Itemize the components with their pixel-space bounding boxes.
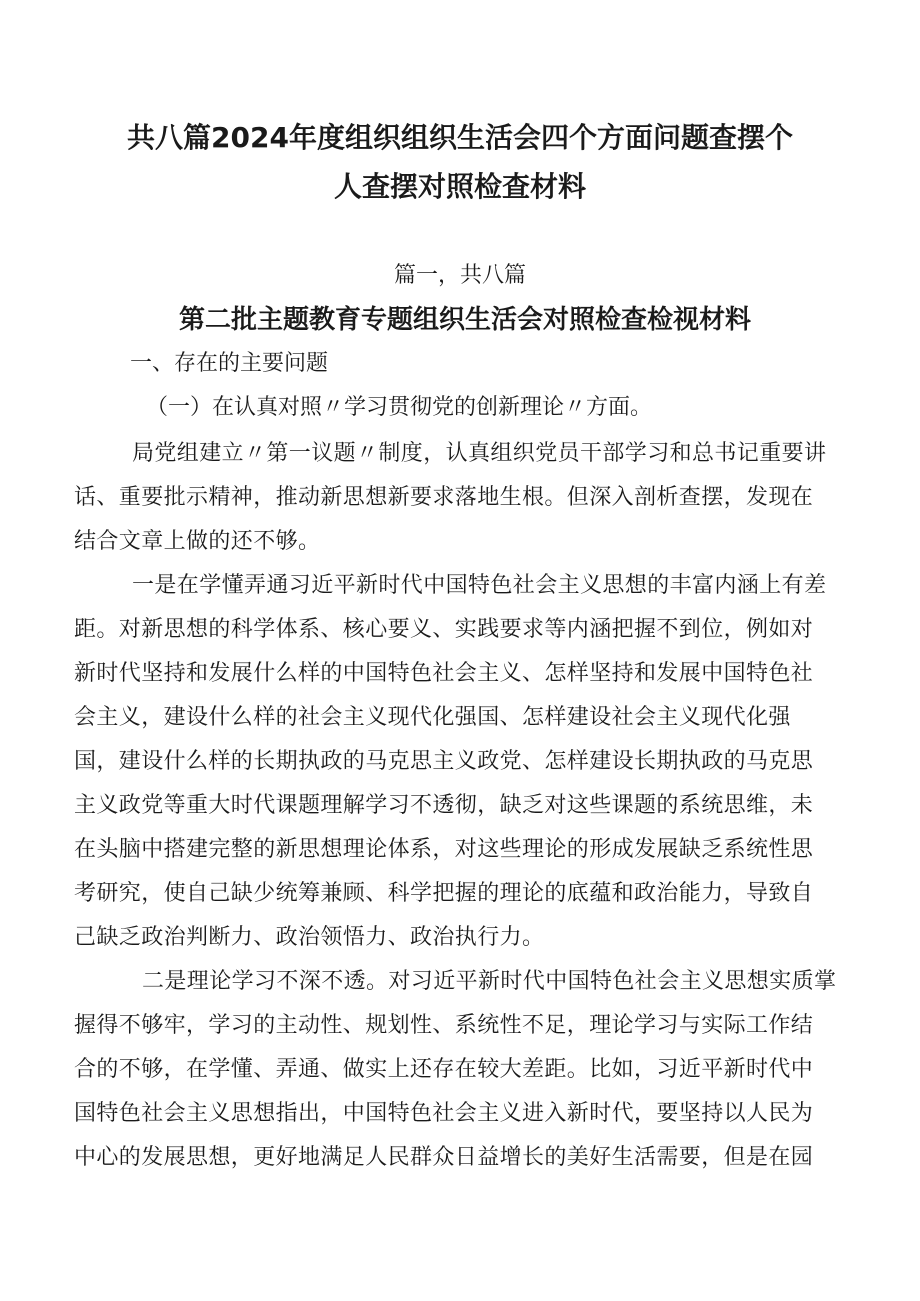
- paragraph-line: 会主义，建设什么样的社会主义现代化强国、怎样建设社会主义现代化强: [74, 705, 791, 730]
- paragraph-line: 在头脑中搭建完整的新思想理论体系，对这些理论的形成发展缺乏系统性思: [74, 837, 814, 862]
- section-heading: 一、存在的主要问题: [130, 351, 329, 376]
- paragraph-line: 主义政党等重大时代课题理解学习不透彻，缺乏对这些课题的系统思维，未: [74, 793, 814, 818]
- paragraph-line: 一是在学懂弄通习近平新时代中国特色社会主义思想的丰富内涵上有差: [132, 573, 827, 598]
- paragraph-line: 中心的发展思想，更好地满足人民群众日益增长的美好生活需要，但是在园: [74, 1145, 814, 1170]
- subsection-heading: （一）在认真对照〃学习贯彻党的创新理论〃方面。: [146, 395, 653, 420]
- paragraph-line: 握得不够牢，学习的主动性、规划性、系统性不足，理论学习与实际工作结: [74, 1013, 814, 1038]
- paragraph-line: 距。对新思想的科学体系、核心要义、实践要求等内涵把握不到位，例如对: [74, 617, 814, 642]
- document-title-line-2: 人查摆对照检查材料: [333, 170, 586, 203]
- document-subtitle: 第二批主题教育专题组织生活会对照检查检视材料: [178, 305, 751, 335]
- document-title-line-1: 共八篇2024年度组织组织生活会四个方面问题查摆个: [127, 121, 793, 154]
- paragraph-2: [74, 564, 854, 960]
- paragraph-1: [74, 432, 854, 564]
- paragraph-line: 合的不够，在学懂、弄通、做实上还存在较大差距。比如，习近平新时代中: [74, 1057, 814, 1082]
- paragraph-line: 结合文章上做的还不够。: [74, 529, 321, 554]
- paragraph-line: 国特色社会主义思想指出，中国特色社会主义进入新时代，要坚持以人民为: [74, 1101, 814, 1126]
- piece-label: 篇一，共八篇: [393, 263, 526, 288]
- paragraph-line: 局党组建立〃第一议题〃制度，认真组织党员干部学习和总书记重要讲: [132, 441, 827, 466]
- paragraph-line: 二是理论学习不深不透。对习近平新时代中国特色社会主义思想实质掌: [142, 969, 837, 994]
- paragraph-line: 新时代坚持和发展什么样的中国特色社会主义、怎样坚持和发展中国特色社: [74, 661, 814, 686]
- paragraph-line: 国，建设什么样的长期执政的马克思主义政党、怎样建设长期执政的马克思: [74, 749, 814, 774]
- paragraph-line: 考研究，使自己缺少统筹兼顾、科学把握的理论的底蕴和政治能力，导致自: [74, 881, 814, 906]
- paragraph-3: [74, 960, 854, 1180]
- paragraph-line: 话、重要批示精神，推动新思想新要求落地生根。但深入剖析查摆，发现在: [74, 485, 814, 510]
- paragraph-line: 己缺乏政治判断力、政治领悟力、政治执行力。: [74, 925, 545, 950]
